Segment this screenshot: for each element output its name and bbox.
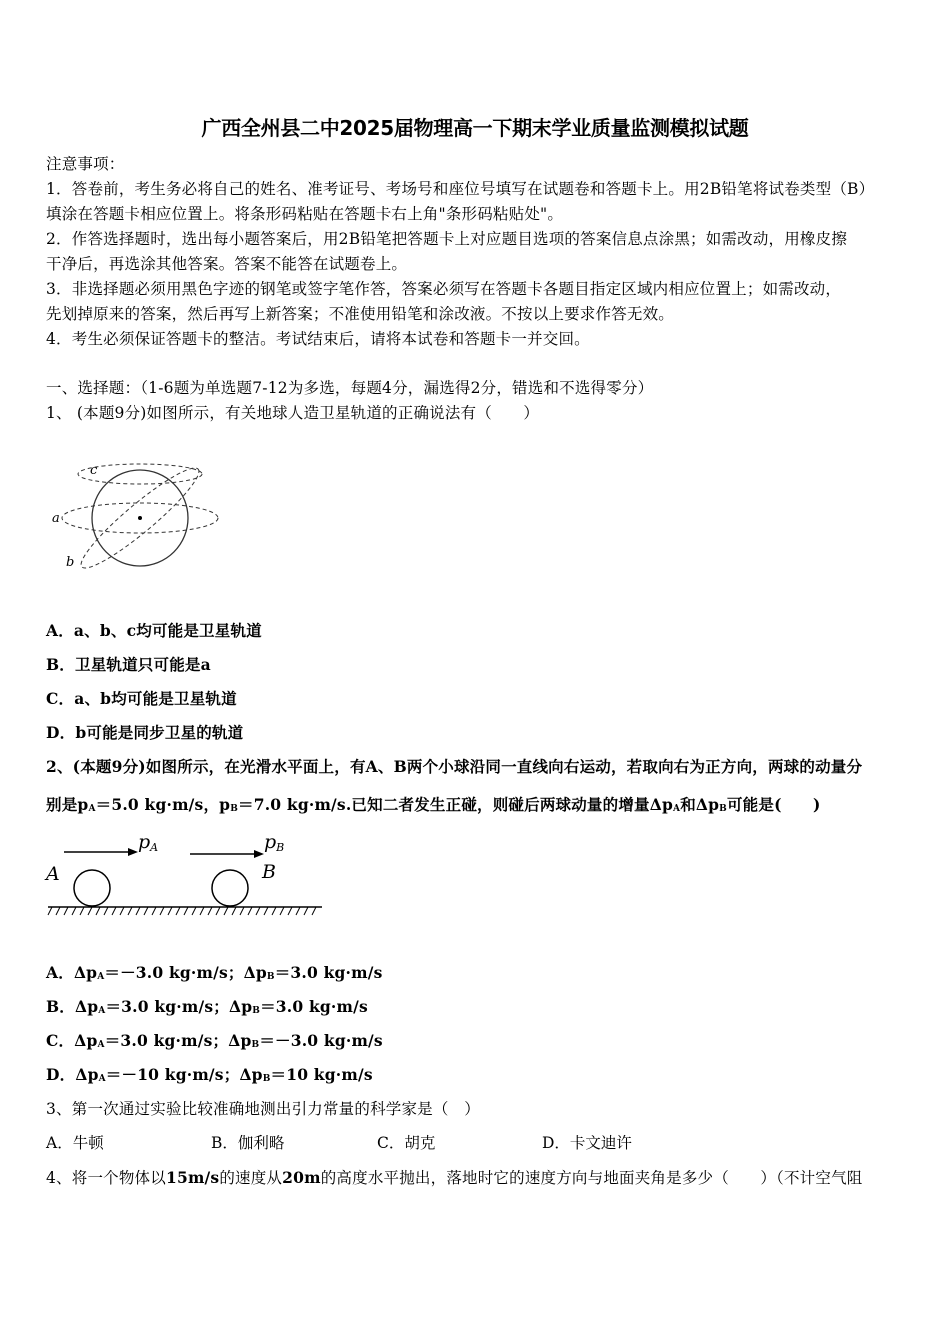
q2-option-d[interactable]: D．$\Delta p_A=-10$ kg·m/s；$\Delta p_B=10$ kg·m/s bbox=[46, 1065, 373, 1084]
label-ball-a: A bbox=[46, 863, 60, 885]
notice-line: 1．答卷前，考生务必将自己的姓名、准考证号、考场号和座位号填写在试题卷和答题卡上。用2B铅笔将试卷类型（B） bbox=[46, 180, 875, 198]
orbit-label-a: a bbox=[52, 511, 60, 526]
notice-line: 先划掉原来的答案，然后再写上新答案；不准使用铅笔和涂改液。不按以上要求作答无效。 bbox=[46, 305, 675, 323]
q1-option-b[interactable]: B．卫星轨道只可能是a bbox=[46, 655, 211, 674]
q2-stem-line1: 2、(本题9分)如图所示，在光滑水平面上，有A、B两个小球沿同一直线向右运动，若取向右为正方向，两球的动量分 bbox=[46, 757, 863, 776]
notice-line: 填涂在答题卡相应位置上。将条形码粘贴在答题卡右上角"条形码粘贴处"。 bbox=[46, 205, 564, 223]
q1-option-d[interactable]: D．b可能是同步卫星的轨道 bbox=[46, 723, 244, 742]
q1-option-a[interactable]: A．a、b、c均可能是卫星轨道 bbox=[46, 621, 262, 640]
q3-option-b[interactable]: B．伽利略 bbox=[211, 1134, 285, 1152]
notice-heading: 注意事项： bbox=[46, 155, 125, 173]
notice-line: 2．作答选择题时，选出每小题答案后，用2B铅笔把答题卡上对应题目选项的答案信息点涂黑；如需改动，用橡皮擦 bbox=[46, 230, 848, 248]
q1-stem: 1、 (本题9分)如图所示，有关地球人造卫星轨道的正确说法有（ ） bbox=[46, 404, 540, 422]
notice-line: 4．考生必须保证答题卡的整洁。考试结束后，请将本试卷和答题卡一并交回。 bbox=[46, 330, 590, 348]
notice-line: 干净后，再选涂其他答案。答案不能答在试题卷上。 bbox=[46, 255, 408, 273]
ball-a bbox=[74, 870, 110, 906]
orbit-label-b: b bbox=[66, 555, 75, 570]
q2-stem-line2: 别是$p_A=5.0$ kg·m/s，$p_B=7.0$ kg·m/s.已知二者发生正碰，则碰后两球动量的增量$\Delta p_A$和$\Delta p_B$可能是( ) bbox=[46, 795, 821, 814]
label-pa: pA bbox=[138, 831, 159, 854]
q3-option-d[interactable]: D．卡文迪许 bbox=[542, 1134, 632, 1152]
label-ball-b: B bbox=[262, 861, 276, 883]
q3-option-c[interactable]: C．胡克 bbox=[377, 1134, 436, 1152]
two-balls-figure bbox=[44, 826, 326, 922]
q1-option-c[interactable]: C．a、b均可能是卫星轨道 bbox=[46, 689, 237, 708]
q2-option-b[interactable]: B．$\Delta p_A=3.0$ kg·m/s；$\Delta p_B=3.0$ kg·m/s bbox=[46, 997, 368, 1016]
page-title: 广西全州县二中2025届物理高一下期末学业质量监测模拟试题 bbox=[201, 116, 749, 140]
notice-line: 3．非选择题必须用黑色字迹的钢笔或签字笔作答，答案必须写在答题卡各题目指定区域内相应位置上；如需改动， bbox=[46, 280, 842, 298]
q3-stem: 3、第一次通过实验比较准确地测出引力常量的科学家是（ ） bbox=[46, 1100, 480, 1118]
label-pb: pB bbox=[264, 831, 285, 854]
q2-option-a[interactable]: A．$\Delta p_A=-3.0$ kg·m/s；$\Delta p_B=3.0$ kg·m/s bbox=[46, 963, 383, 982]
q3-option-a[interactable]: A．牛顿 bbox=[46, 1134, 104, 1152]
satellite-orbit-figure bbox=[46, 438, 226, 578]
ball-b bbox=[212, 870, 248, 906]
section-heading: 一、选择题：（1-6题为单选题7-12为多选，每题4分，漏选得2分，错选和不选得零分） bbox=[46, 379, 654, 397]
ground-hatching bbox=[48, 907, 316, 915]
q4-stem: 4、将一个物体以15m/s的速度从20m的高度水平抛出，落地时它的速度方向与地面夹角是多少（ ）（不计空气阻 bbox=[46, 1168, 863, 1187]
q2-option-c[interactable]: C．$\Delta p_A=3.0$ kg·m/s；$\Delta p_B=-3.0$ kg·m/s bbox=[46, 1031, 383, 1050]
arrow-pb-head bbox=[254, 850, 264, 858]
earth-center-dot bbox=[138, 516, 142, 520]
orbit-label-c: c bbox=[90, 463, 98, 478]
arrow-pa-head bbox=[128, 848, 138, 856]
